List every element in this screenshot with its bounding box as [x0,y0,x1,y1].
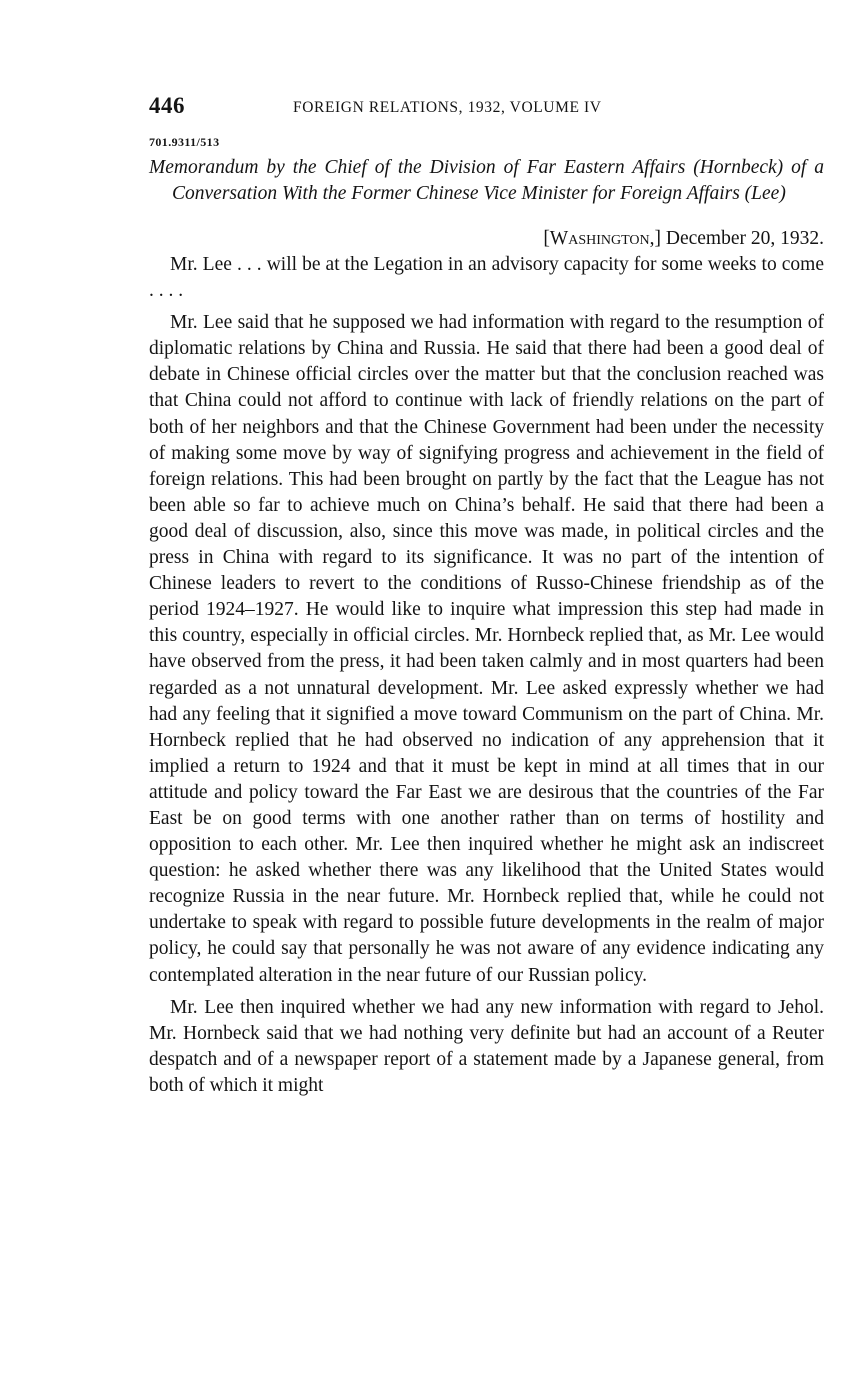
page-number: 446 [149,93,185,118]
paragraph-1: Mr. Lee . . . will be at the Legation in an advisory capacity for some weeks to come . . . . [149,254,824,302]
dateline [149,225,824,252]
file-number: 701.9311/513 [149,135,220,149]
document-title: Memorandum by the Chief of the Division of Far Eastern Affairs (Hornbeck) of a Conversation With the Former Chinese Vice Minister for Foreign Affairs (Lee) [149,157,824,204]
running-head-title: FOREIGN RELATIONS, 1932, VOLUME IV [293,99,602,116]
dateline-place: [Washington,] [543,228,661,249]
running-head [149,93,824,127]
dateline-date: December 20, 1932. [665,228,824,249]
paragraph-2: Mr. Lee said that he supposed we had information with regard to the resumption of diplomatic relations by China and Russia. He said that there had been a good deal of debate in Chinese official circles over the matter but that the conclusion reached was that China could not afford to continue with lack of friendly relations on the part of both of her neighbors and that the Chinese Government had been under the necessity of making some move by way of signifying progress and achievement in the field of foreign relations. This had been brought on partly by the fact that the League has not been able so far to achieve much on China’s behalf. He said that there had been a good deal of discussion, also, since this move was made, in political circles and the press in China with regard to its significance. It was no part of the intention of Chinese leaders to revert to the conditions of Russo-Chinese friendship as of the period 1924–1927. He would like to inquire what impression this step had made in this country, especially in official circles. Mr. Hornbeck replied that, as Mr. Lee would have observed from the press, it had been taken calmly and in most quarters had been regarded as a not unnatural development. Mr. Lee asked expressly whether we had had any feeling that it signified a move toward Communism on the part of China. Mr. Hornbeck replied that he had observed no indication of any apprehension that it implied a return to 1924 and that it must be kept in mind at all times that in our attitude and policy toward the Far East we are desirous that the countries of the Far East be on good terms with one another rather than on terms of hostility and opposition to each other. Mr. Lee then inquired whether he might ask an indiscreet question: he asked whether there was any likelihood that the United States would recognize Russia in the near future. Mr. Hornbeck replied that, while he could not undertake to speak with regard to possible future developments in the realm of major policy, he could say that personally he was not aware of any evidence indicating any contemplated alteration in the near future of our Russian policy. [149,312,824,986]
paragraph-3: Mr. Lee then inquired whether we had any new information with regard to Jehol. Mr. Hornbeck said that we had nothing very definite but had an account of a Reuter despatch and of a newspaper report of a statement made by a Japanese general, from both of which it might [149,996,824,1096]
document-page [149,93,824,1099]
